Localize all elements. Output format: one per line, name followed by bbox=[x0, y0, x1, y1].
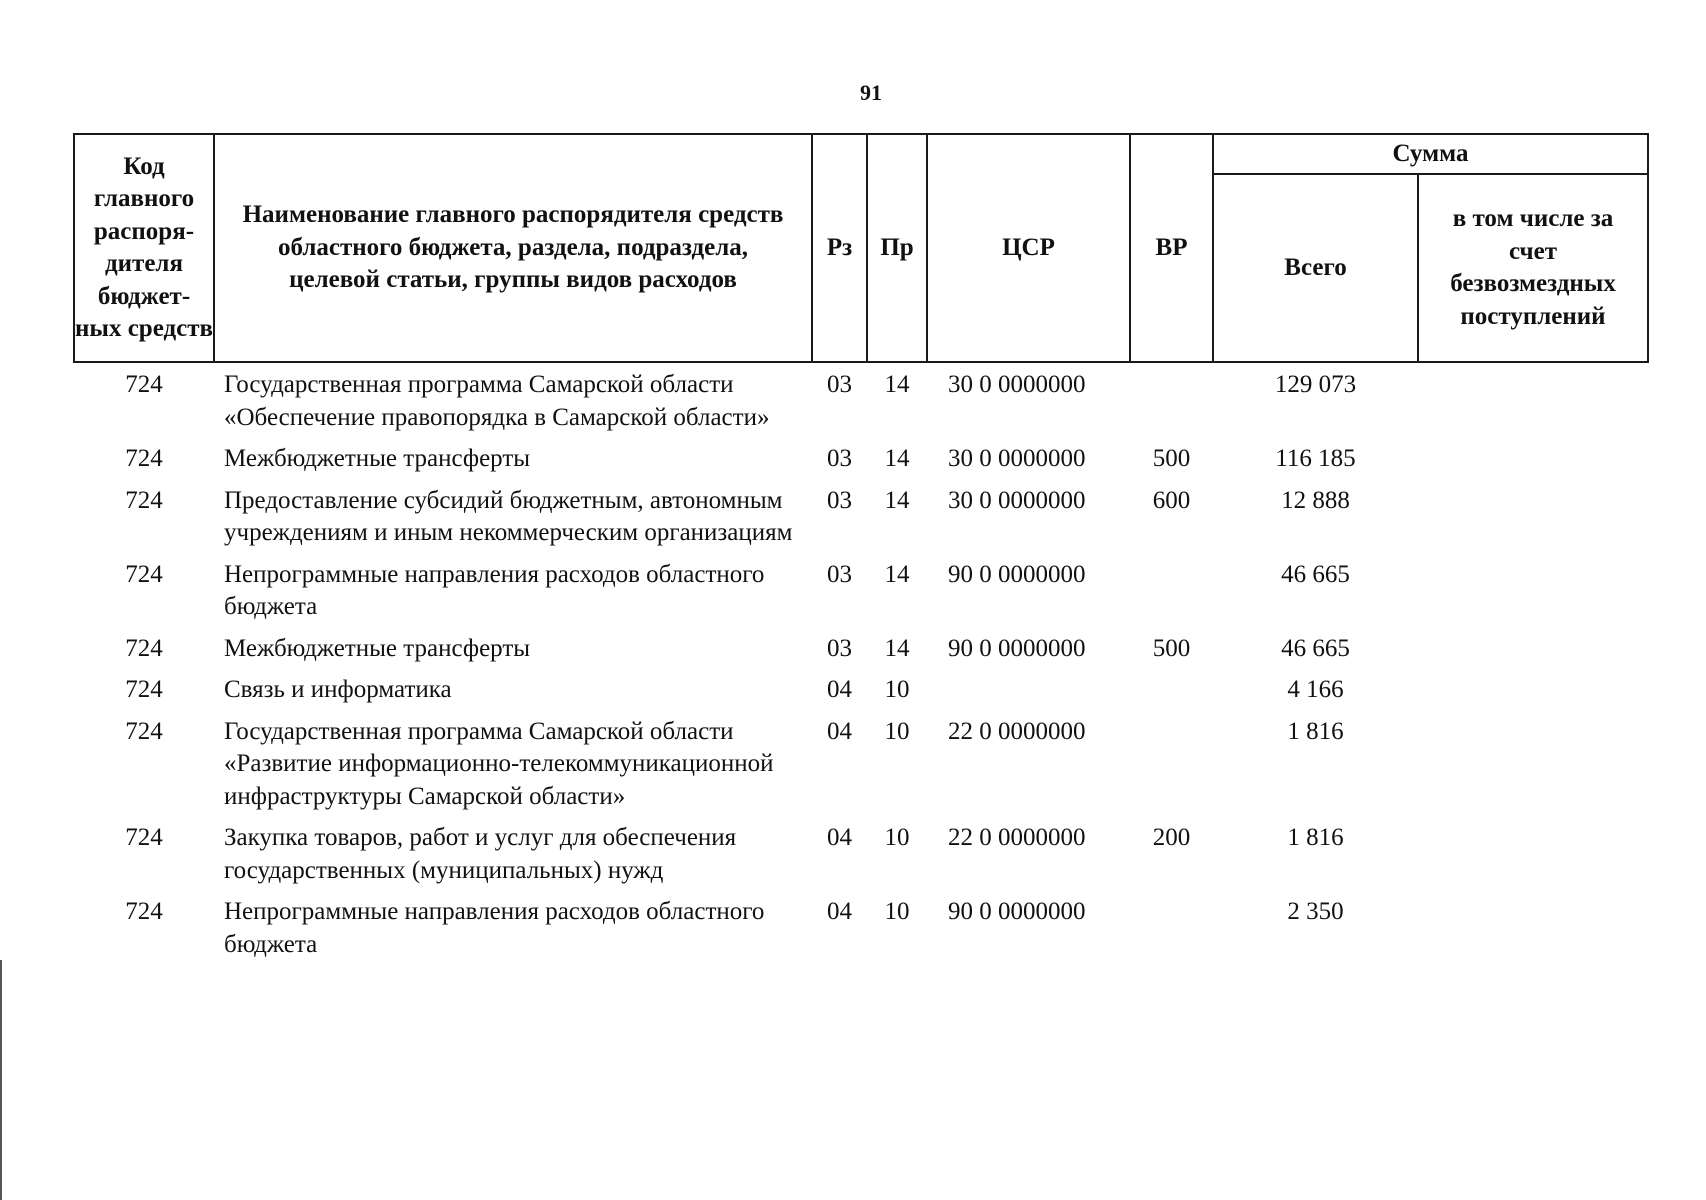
cell-name: Межбюджетные трансферты bbox=[224, 445, 531, 472]
cell-rz: 04 bbox=[827, 898, 852, 925]
cell-vr: 500 bbox=[1152, 445, 1191, 472]
header-csr: ЦСР bbox=[927, 134, 1130, 362]
cell-pr: 14 bbox=[884, 445, 910, 472]
cell-total: 2 350 bbox=[1287, 898, 1344, 925]
cell-name: Связь и информатика bbox=[224, 676, 452, 703]
cell-csr: 30 0 0000000 bbox=[948, 445, 1086, 472]
cell-vr bbox=[1130, 671, 1213, 713]
page-edge-line bbox=[0, 960, 2, 1200]
cell-code: 724 bbox=[125, 676, 163, 703]
cell-name: Государственная программа Самарской области «Развитие информационно-телекоммуникационной инфраструктуры Самарской области» bbox=[224, 717, 774, 810]
cell-name: Непрограммные направления расходов областного бюджета bbox=[224, 898, 765, 958]
cell-rz: 03 bbox=[827, 371, 852, 398]
cell-name: Государственная программа Самарской области «Обеспечение правопорядка в Самарской области» bbox=[224, 371, 770, 431]
table-row bbox=[74, 713, 1648, 820]
table-row bbox=[74, 362, 1648, 440]
cell-name: Межбюджетные трансферты bbox=[224, 634, 531, 662]
cell-pr: 14 bbox=[884, 486, 910, 514]
cell-total: 116 185 bbox=[1275, 445, 1356, 472]
cell-csr: 90 0 0000000 bbox=[948, 898, 1086, 925]
cell-pr: 10 bbox=[884, 717, 910, 745]
cell-name: Предоставление субсидий бюджетным, автономным учреждениям и иным некоммерческим организациям bbox=[224, 486, 793, 546]
cell-code: 724 bbox=[125, 486, 163, 514]
header-sum: Сумма bbox=[1213, 134, 1648, 174]
header-rz: Рз bbox=[812, 134, 867, 362]
header-pr: Пр bbox=[867, 134, 927, 362]
cell-csr: 30 0 0000000 bbox=[948, 371, 1086, 398]
table-row bbox=[74, 630, 1648, 672]
cell-rz: 03 bbox=[827, 486, 852, 514]
page-number: 91 bbox=[860, 80, 882, 105]
cell-code: 724 bbox=[125, 717, 163, 745]
table-row bbox=[74, 556, 1648, 630]
cell-rz: 03 bbox=[827, 560, 852, 588]
cell-csr: 90 0 0000000 bbox=[948, 634, 1086, 662]
cell-code: 724 bbox=[125, 898, 163, 925]
header-total: Всего bbox=[1213, 174, 1418, 362]
cell-total: 46 665 bbox=[1281, 634, 1350, 662]
cell-code: 724 bbox=[125, 634, 163, 662]
cell-rz: 04 bbox=[827, 824, 852, 851]
cell-pr: 14 bbox=[884, 560, 910, 588]
table-header bbox=[74, 134, 1648, 362]
cell-pr: 14 bbox=[884, 634, 910, 662]
cell-pr: 10 bbox=[884, 898, 910, 925]
cell-free bbox=[1418, 893, 1648, 967]
cell-rz: 04 bbox=[827, 717, 852, 745]
cell-vr: 500 bbox=[1152, 634, 1191, 662]
cell-total: 1 816 bbox=[1287, 824, 1344, 851]
cell-code: 724 bbox=[125, 445, 163, 472]
cell-total: 12 888 bbox=[1281, 486, 1350, 514]
table-row bbox=[74, 671, 1648, 713]
cell-code: 724 bbox=[125, 560, 163, 588]
cell-vr: 200 bbox=[1152, 824, 1191, 851]
header-vr: ВР bbox=[1130, 134, 1213, 362]
cell-free bbox=[1418, 440, 1648, 482]
cell-rz: 03 bbox=[827, 634, 852, 662]
cell-vr: 600 bbox=[1152, 486, 1191, 514]
budget-table bbox=[73, 133, 1649, 967]
cell-csr bbox=[927, 671, 1130, 713]
cell-code: 724 bbox=[125, 371, 163, 398]
table-body bbox=[74, 362, 1648, 967]
header-name: Наименование главного распорядителя средств областного бюджета, раздела, подраздела, целевой статьи, группы видов расходов bbox=[214, 134, 812, 362]
cell-vr bbox=[1130, 362, 1213, 440]
cell-name: Непрограммные направления расходов областного бюджета bbox=[224, 560, 765, 620]
cell-free bbox=[1418, 819, 1648, 893]
cell-free bbox=[1418, 482, 1648, 556]
header-free: в том числе за счет безвозмездных поступлений bbox=[1418, 174, 1648, 362]
cell-csr: 30 0 0000000 bbox=[948, 486, 1086, 514]
cell-total: 1 816 bbox=[1287, 717, 1344, 745]
cell-pr: 14 bbox=[884, 371, 910, 398]
cell-vr bbox=[1130, 713, 1213, 820]
cell-csr: 90 0 0000000 bbox=[948, 560, 1086, 588]
table-row bbox=[74, 893, 1648, 967]
cell-free bbox=[1418, 362, 1648, 440]
cell-code: 724 bbox=[125, 824, 163, 851]
cell-vr bbox=[1130, 556, 1213, 630]
table-row bbox=[74, 482, 1648, 556]
cell-pr: 10 bbox=[884, 676, 910, 703]
cell-rz: 04 bbox=[827, 676, 852, 703]
cell-csr: 22 0 0000000 bbox=[948, 824, 1086, 851]
cell-name: Закупка товаров, работ и услуг для обеспечения государственных (муниципальных) нужд bbox=[224, 824, 737, 884]
table-row bbox=[74, 819, 1648, 893]
cell-rz: 03 bbox=[827, 445, 852, 472]
cell-total: 129 073 bbox=[1274, 371, 1357, 398]
cell-csr: 22 0 0000000 bbox=[948, 717, 1086, 745]
cell-vr bbox=[1130, 893, 1213, 967]
cell-free bbox=[1418, 713, 1648, 820]
cell-total: 46 665 bbox=[1281, 560, 1350, 588]
table-row bbox=[74, 440, 1648, 482]
cell-free bbox=[1418, 671, 1648, 713]
cell-free bbox=[1418, 556, 1648, 630]
cell-pr: 10 bbox=[884, 824, 910, 851]
cell-total: 4 166 bbox=[1287, 676, 1344, 703]
cell-free bbox=[1418, 630, 1648, 672]
header-code: Код главного распоря-дителя бюджет-ных средств bbox=[74, 134, 214, 362]
